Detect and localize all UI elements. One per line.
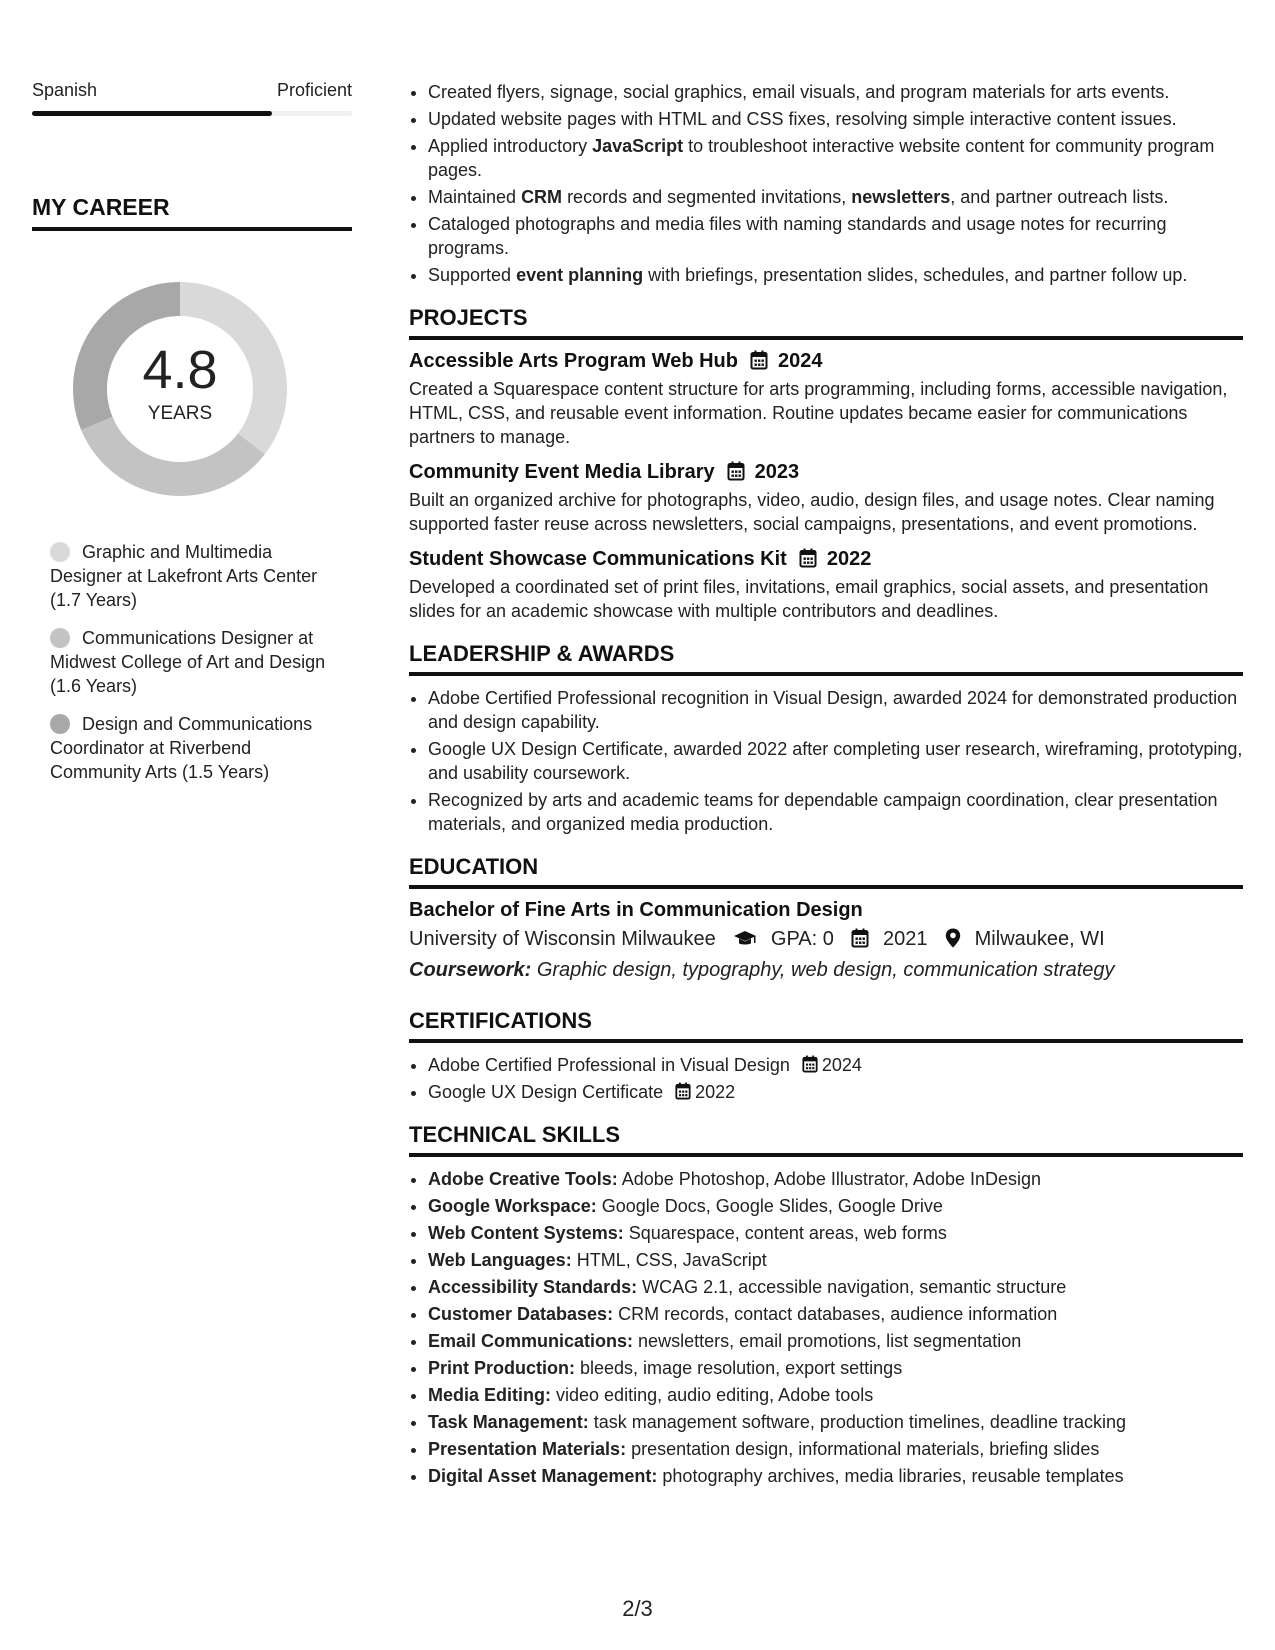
calendar-icon [750, 350, 768, 370]
bullet-text: Cataloged photographs and media files with naming standards and usage notes for recurring programs. [428, 214, 1167, 258]
project-title: Student Showcase Communications Kit [409, 548, 787, 570]
skill-values: video editing, audio editing, Adobe tools [556, 1385, 874, 1405]
education-gpa: GPA: 0 [770, 928, 834, 950]
education-year: 2021 [883, 928, 928, 950]
skill-values: CRM records, contact databases, audience information [618, 1304, 1058, 1324]
skill-item [428, 1248, 1243, 1272]
experience-bullet [428, 263, 1243, 287]
skill-item [428, 1275, 1243, 1299]
skill-category: Task Management: [428, 1412, 589, 1432]
bullet-text: to troubleshoot interactive website content for community program pages. [428, 136, 1215, 180]
projects-list [409, 350, 1243, 623]
certification-name: Google UX Design Certificate [428, 1082, 664, 1102]
project-year: 2022 [826, 548, 872, 570]
skill-values: Adobe Photoshop, Adobe Illustrator, Adobe InDesign [621, 1169, 1042, 1189]
calendar-icon [851, 928, 869, 948]
bullet-text: records and segmented invitations, [562, 187, 852, 207]
bullet-text: Applied introductory [428, 136, 593, 156]
skill-values: HTML, CSS, JavaScript [576, 1250, 767, 1270]
language-name: Spanish [32, 80, 98, 100]
coursework-label: Coursework: [409, 959, 532, 981]
skill-category: Digital Asset Management: [428, 1466, 658, 1486]
education-entry [409, 899, 1243, 982]
experience-bullet [428, 107, 1243, 131]
skill-item [428, 1167, 1243, 1191]
career-legend-item [50, 540, 340, 612]
skill-item [428, 1194, 1243, 1218]
career-donut-chart [65, 274, 295, 504]
leadership-item: • Recognized by arts and academic teams for dependable campaign coordination, clear presentation materials, and organized media production. [428, 788, 1243, 836]
project-year: 2023 [754, 461, 800, 483]
project-year: 2024 [777, 350, 823, 372]
career-heading: MY CAREER [32, 194, 352, 231]
skill-category: Media Editing: [428, 1385, 551, 1405]
project-item [409, 350, 1243, 449]
projects-heading: PROJECTS [409, 305, 1243, 340]
project-title-row [409, 461, 1243, 484]
certification-item [428, 1053, 1243, 1077]
language-level: Proficient [276, 80, 352, 100]
career-legend-item [50, 712, 340, 784]
skill-item [428, 1302, 1243, 1326]
project-description: Created a Squarespace content structure for arts programming, including forms, accessible navigation, HTML, CSS, and reusable event information. Routine updates became easier for communications partners to manage. [409, 379, 1228, 447]
skill-item [428, 1464, 1243, 1488]
skill-values: bleeds, image resolution, export settings [580, 1358, 903, 1378]
skills-list [409, 1167, 1243, 1488]
legend-dot [50, 542, 70, 562]
project-title: Community Event Media Library [409, 461, 715, 483]
certification-item [428, 1080, 1243, 1104]
main-content [409, 80, 1243, 1491]
education-school: University of Wisconsin Milwaukee [409, 928, 716, 950]
project-title-row [409, 350, 1243, 373]
sidebar [32, 80, 352, 798]
skill-values: WCAG 2.1, accessible navigation, semantic structure [642, 1277, 1067, 1297]
experience-bullet [428, 212, 1243, 260]
skill-item [428, 1410, 1243, 1434]
experience-bullet [428, 134, 1243, 182]
calendar-icon [799, 548, 817, 568]
bullet-text: Updated website pages with HTML and CSS fixes, resolving simple interactive content issues. [428, 109, 1177, 129]
certification-name: Adobe Certified Professional in Visual Design [428, 1055, 790, 1075]
language-proficiency-bar [32, 111, 352, 116]
leadership-heading: LEADERSHIP & AWARDS [409, 641, 1243, 676]
legend-label: Communications Designer at Midwest College of Art and Design (1.6 Years) [50, 628, 326, 696]
skill-category: Email Communications: [428, 1331, 634, 1351]
skill-values: task management software, production timelines, deadline tracking [593, 1412, 1127, 1432]
location-pin-icon [945, 928, 961, 948]
career-donut-center [65, 274, 295, 504]
bullet-text: Maintained [428, 187, 522, 207]
career-years-unit: YEARS [147, 403, 213, 424]
career-legend [32, 540, 352, 784]
skill-values: Squarespace, content areas, web forms [628, 1223, 947, 1243]
leadership-item: • Adobe Certified Professional recognition in Visual Design, awarded 2024 for demonstrated production and design capability. [428, 686, 1243, 734]
bullet-keyword: newsletters [851, 187, 951, 207]
project-title-row [409, 548, 1243, 571]
bullet-text: Created flyers, signage, social graphics, email visuals, and program materials for arts events. [428, 82, 1170, 102]
calendar-icon [675, 1082, 691, 1100]
skill-values: presentation design, informational materials, briefing slides [631, 1439, 1100, 1459]
project-item [409, 461, 1243, 536]
certification-year: 2024 [821, 1055, 862, 1075]
bullet-text: Supported [428, 265, 517, 285]
education-heading: EDUCATION [409, 854, 1243, 889]
legend-dot [50, 714, 70, 734]
skill-category: Customer Databases: [428, 1304, 614, 1324]
skill-category: Adobe Creative Tools: [428, 1169, 618, 1189]
bullet-text: with briefings, presentation slides, schedules, and partner follow up. [643, 265, 1188, 285]
experience-bullet [428, 80, 1243, 104]
legend-label: Design and Communications Coordinator at Riverbend Community Arts (1.5 Years) [50, 714, 313, 782]
bullet-keyword: CRM [521, 187, 563, 207]
legend-label: Graphic and Multimedia Designer at Lakefront Arts Center (1.7 Years) [50, 542, 318, 610]
calendar-icon [727, 461, 745, 481]
project-title: Accessible Arts Program Web Hub [409, 350, 738, 372]
career-legend-item [50, 626, 340, 698]
language-proficiency-fill [32, 111, 272, 116]
leadership-item: • Google UX Design Certificate, awarded 2022 after completing user research, wireframing, prototyping, and usability coursework. [428, 737, 1243, 785]
education-coursework [409, 959, 1243, 982]
skill-category: Print Production: [428, 1358, 575, 1378]
skill-category: Web Languages: [428, 1250, 572, 1270]
skill-item [428, 1437, 1243, 1461]
skill-item [428, 1329, 1243, 1353]
project-item [409, 548, 1243, 623]
bullet-keyword: JavaScript [592, 136, 684, 156]
skill-item [428, 1356, 1243, 1380]
certifications-list [409, 1053, 1243, 1104]
page-number: 2/3 [622, 1596, 653, 1621]
skill-values: newsletters, email promotions, list segmentation [638, 1331, 1022, 1351]
project-description: Built an organized archive for photographs, video, audio, design files, and usage notes. Clear naming supported faster reuse across newsletters, social campaigns, presentations, and event promotions. [409, 490, 1215, 534]
skill-category: Web Content Systems: [428, 1223, 624, 1243]
skill-item [428, 1221, 1243, 1245]
skill-values: photography archives, media libraries, reusable templates [662, 1466, 1124, 1486]
skill-category: Presentation Materials: [428, 1439, 627, 1459]
coursework-text: Graphic design, typography, web design, communication strategy [536, 959, 1115, 981]
skill-values: Google Docs, Google Slides, Google Drive [601, 1196, 943, 1216]
project-description: Developed a coordinated set of print files, invitations, email graphics, social assets, and presentation slides for an academic showcase with multiple contributors and deadlines. [409, 577, 1209, 621]
education-degree: Bachelor of Fine Arts in Communication Design [409, 899, 863, 921]
education-location: Milwaukee, WI [974, 928, 1105, 950]
language-row [32, 80, 352, 101]
skills-heading: TECHNICAL SKILLS [409, 1122, 1243, 1157]
career-total-years: 4.8 [142, 340, 218, 400]
bullet-text: , and partner outreach lists. [950, 187, 1169, 207]
experience-bullets [409, 80, 1243, 287]
calendar-icon [802, 1055, 818, 1073]
certifications-heading: CERTIFICATIONS [409, 1008, 1243, 1043]
bullet-keyword: event planning [516, 265, 644, 285]
experience-bullet [428, 185, 1243, 209]
certification-year: 2022 [695, 1082, 736, 1102]
leadership-list [409, 686, 1243, 836]
skill-item [428, 1383, 1243, 1407]
skill-category: Google Workspace: [428, 1196, 597, 1216]
legend-dot [50, 628, 70, 648]
graduation-cap-icon [733, 930, 757, 948]
education-meta [409, 928, 1243, 951]
skill-category: Accessibility Standards: [428, 1277, 638, 1297]
